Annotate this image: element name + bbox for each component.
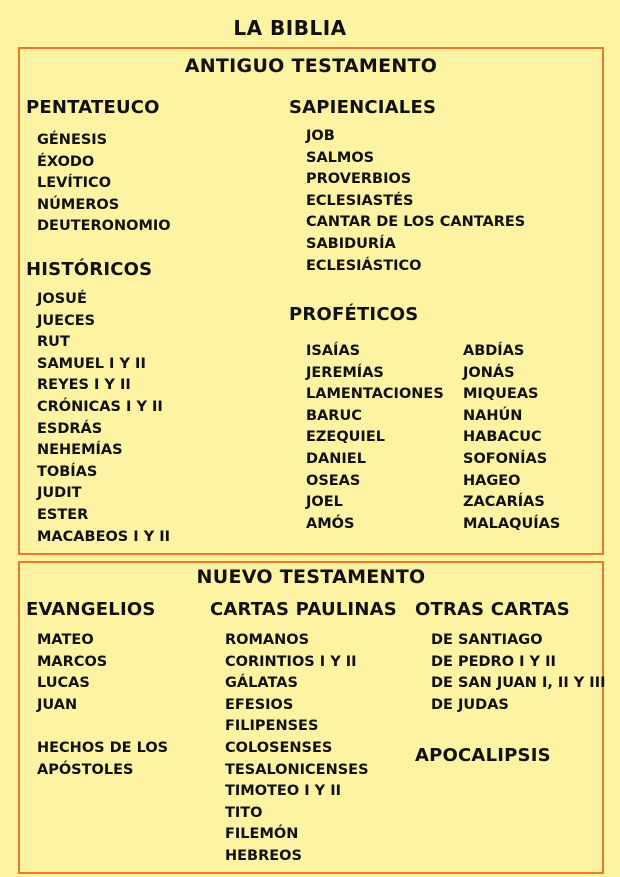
book-item: TIMOTEO I Y II: [225, 783, 341, 800]
book-item: HECHOS DE LOS: [37, 740, 169, 756]
book-item: FILIPENSES: [225, 718, 319, 735]
book-item: ISAÍAS: [306, 343, 361, 359]
book-item: ZACARÍAS: [463, 494, 545, 511]
book-item: FILEMÓN: [225, 826, 299, 843]
book-item: NÚMEROS: [37, 196, 120, 213]
book-item: SABIDURÍA: [306, 235, 396, 252]
book-item: DEUTERONOMIO: [37, 218, 171, 235]
book-item: NEHEMÍAS: [37, 442, 123, 459]
book-item: MACABEOS I Y II: [37, 528, 171, 545]
book-item: DE JUDAS: [431, 696, 509, 713]
book-item: PROVERBIOS: [306, 171, 412, 188]
evangelios-heading: EVANGELIOS: [26, 599, 156, 620]
book-item: SALMOS: [306, 149, 375, 166]
book-item: DANIEL: [306, 450, 366, 467]
profeticos-list-col1: [306, 341, 444, 535]
historicos-list: [37, 289, 170, 548]
book-item: JOB: [306, 128, 335, 144]
sapienciales-heading: SAPIENCIALES: [289, 97, 437, 118]
pentateuco-heading: PENTATEUCO: [26, 97, 160, 118]
book-item: MALAQUÍAS: [463, 515, 561, 532]
sapienciales-list: [306, 126, 525, 277]
book-item: LAMENTACIONES: [306, 386, 444, 403]
book-item: ESDRÁS: [37, 420, 103, 437]
old-testament-box: [18, 47, 604, 555]
book-item: LEVÍTICO: [37, 175, 112, 192]
book-item: AMÓS: [306, 515, 355, 532]
book-item: GÉNESIS: [37, 132, 108, 148]
book-item: JOEL: [306, 494, 343, 511]
book-item: CANTAR DE LOS CANTARES: [306, 214, 526, 231]
page-title: LA BIBLIA: [233, 16, 347, 40]
book-item: EZEQUIEL: [306, 429, 385, 446]
book-item: SOFONÍAS: [463, 450, 548, 467]
book-item: DE PEDRO I Y II: [431, 653, 556, 670]
book-item: EFESIOS: [225, 696, 294, 713]
pentateuco-list: [37, 130, 171, 238]
book-item: APÓSTOLES: [37, 761, 134, 778]
book-item: JUECES: [37, 312, 96, 329]
book-item: JONÁS: [463, 364, 515, 381]
otras-cartas-list: [431, 630, 606, 716]
book-item: MATEO: [37, 632, 94, 648]
book-item: TITO: [225, 804, 263, 821]
book-item: ECLESIASTÉS: [306, 192, 414, 209]
book-item: LUCAS: [37, 675, 90, 692]
book-item: ROMANOS: [225, 632, 310, 648]
book-item: REYES I Y II: [37, 377, 131, 394]
book-item: CORINTIOS I Y II: [225, 653, 357, 670]
apocalipsis-heading: APOCALIPSIS: [415, 745, 551, 766]
book-item: DE SAN JUAN I, II Y III: [431, 675, 606, 692]
book-item: SAMUEL I Y II: [37, 355, 146, 372]
book-item: ÉXODO: [37, 153, 95, 170]
book-item: MIQUEAS: [463, 386, 539, 403]
historicos-heading: HISTÓRICOS: [26, 259, 153, 280]
book-item: JEREMÍAS: [306, 364, 384, 381]
evangelios-list: [37, 630, 107, 716]
cartas-paulinas-heading: CARTAS PAULINAS: [210, 599, 397, 620]
book-item: JUAN: [37, 696, 78, 713]
book-item: HEBREOS: [225, 847, 302, 864]
book-item: JOSUÉ: [37, 291, 87, 307]
old-testament-heading: ANTIGUO TESTAMENTO: [184, 55, 438, 77]
new-testament-box: [18, 561, 604, 874]
book-item: DE SANTIAGO: [431, 632, 543, 648]
book-item: TOBÍAS: [37, 463, 98, 480]
book-item: OSEAS: [306, 472, 361, 489]
book-item: RUT: [37, 334, 70, 351]
new-testament-heading: NUEVO TESTAMENTO: [196, 566, 426, 588]
otras-cartas-heading: OTRAS CARTAS: [415, 599, 570, 620]
book-item: ABDÍAS: [463, 343, 525, 359]
book-item: ESTER: [37, 506, 89, 523]
book-item: MARCOS: [37, 653, 108, 670]
cartas-paulinas-list: [225, 630, 369, 868]
book-item: ECLESIÁSTICO: [306, 257, 422, 274]
book-item: CRÓNICAS I Y II: [37, 398, 163, 415]
book-item: COLOSENSES: [225, 739, 333, 756]
book-item: TESALONICENSES: [225, 761, 369, 778]
book-item: HABACUC: [463, 429, 542, 446]
profeticos-list-col2: [463, 341, 560, 535]
book-item: NAHÚN: [463, 407, 523, 424]
book-item: GÁLATAS: [225, 675, 298, 692]
profeticos-heading: PROFÉTICOS: [289, 304, 419, 325]
book-item: JUDIT: [37, 485, 82, 502]
book-item: BARUC: [306, 407, 362, 424]
hechos-list: [37, 738, 168, 781]
book-item: HAGEO: [463, 472, 521, 489]
